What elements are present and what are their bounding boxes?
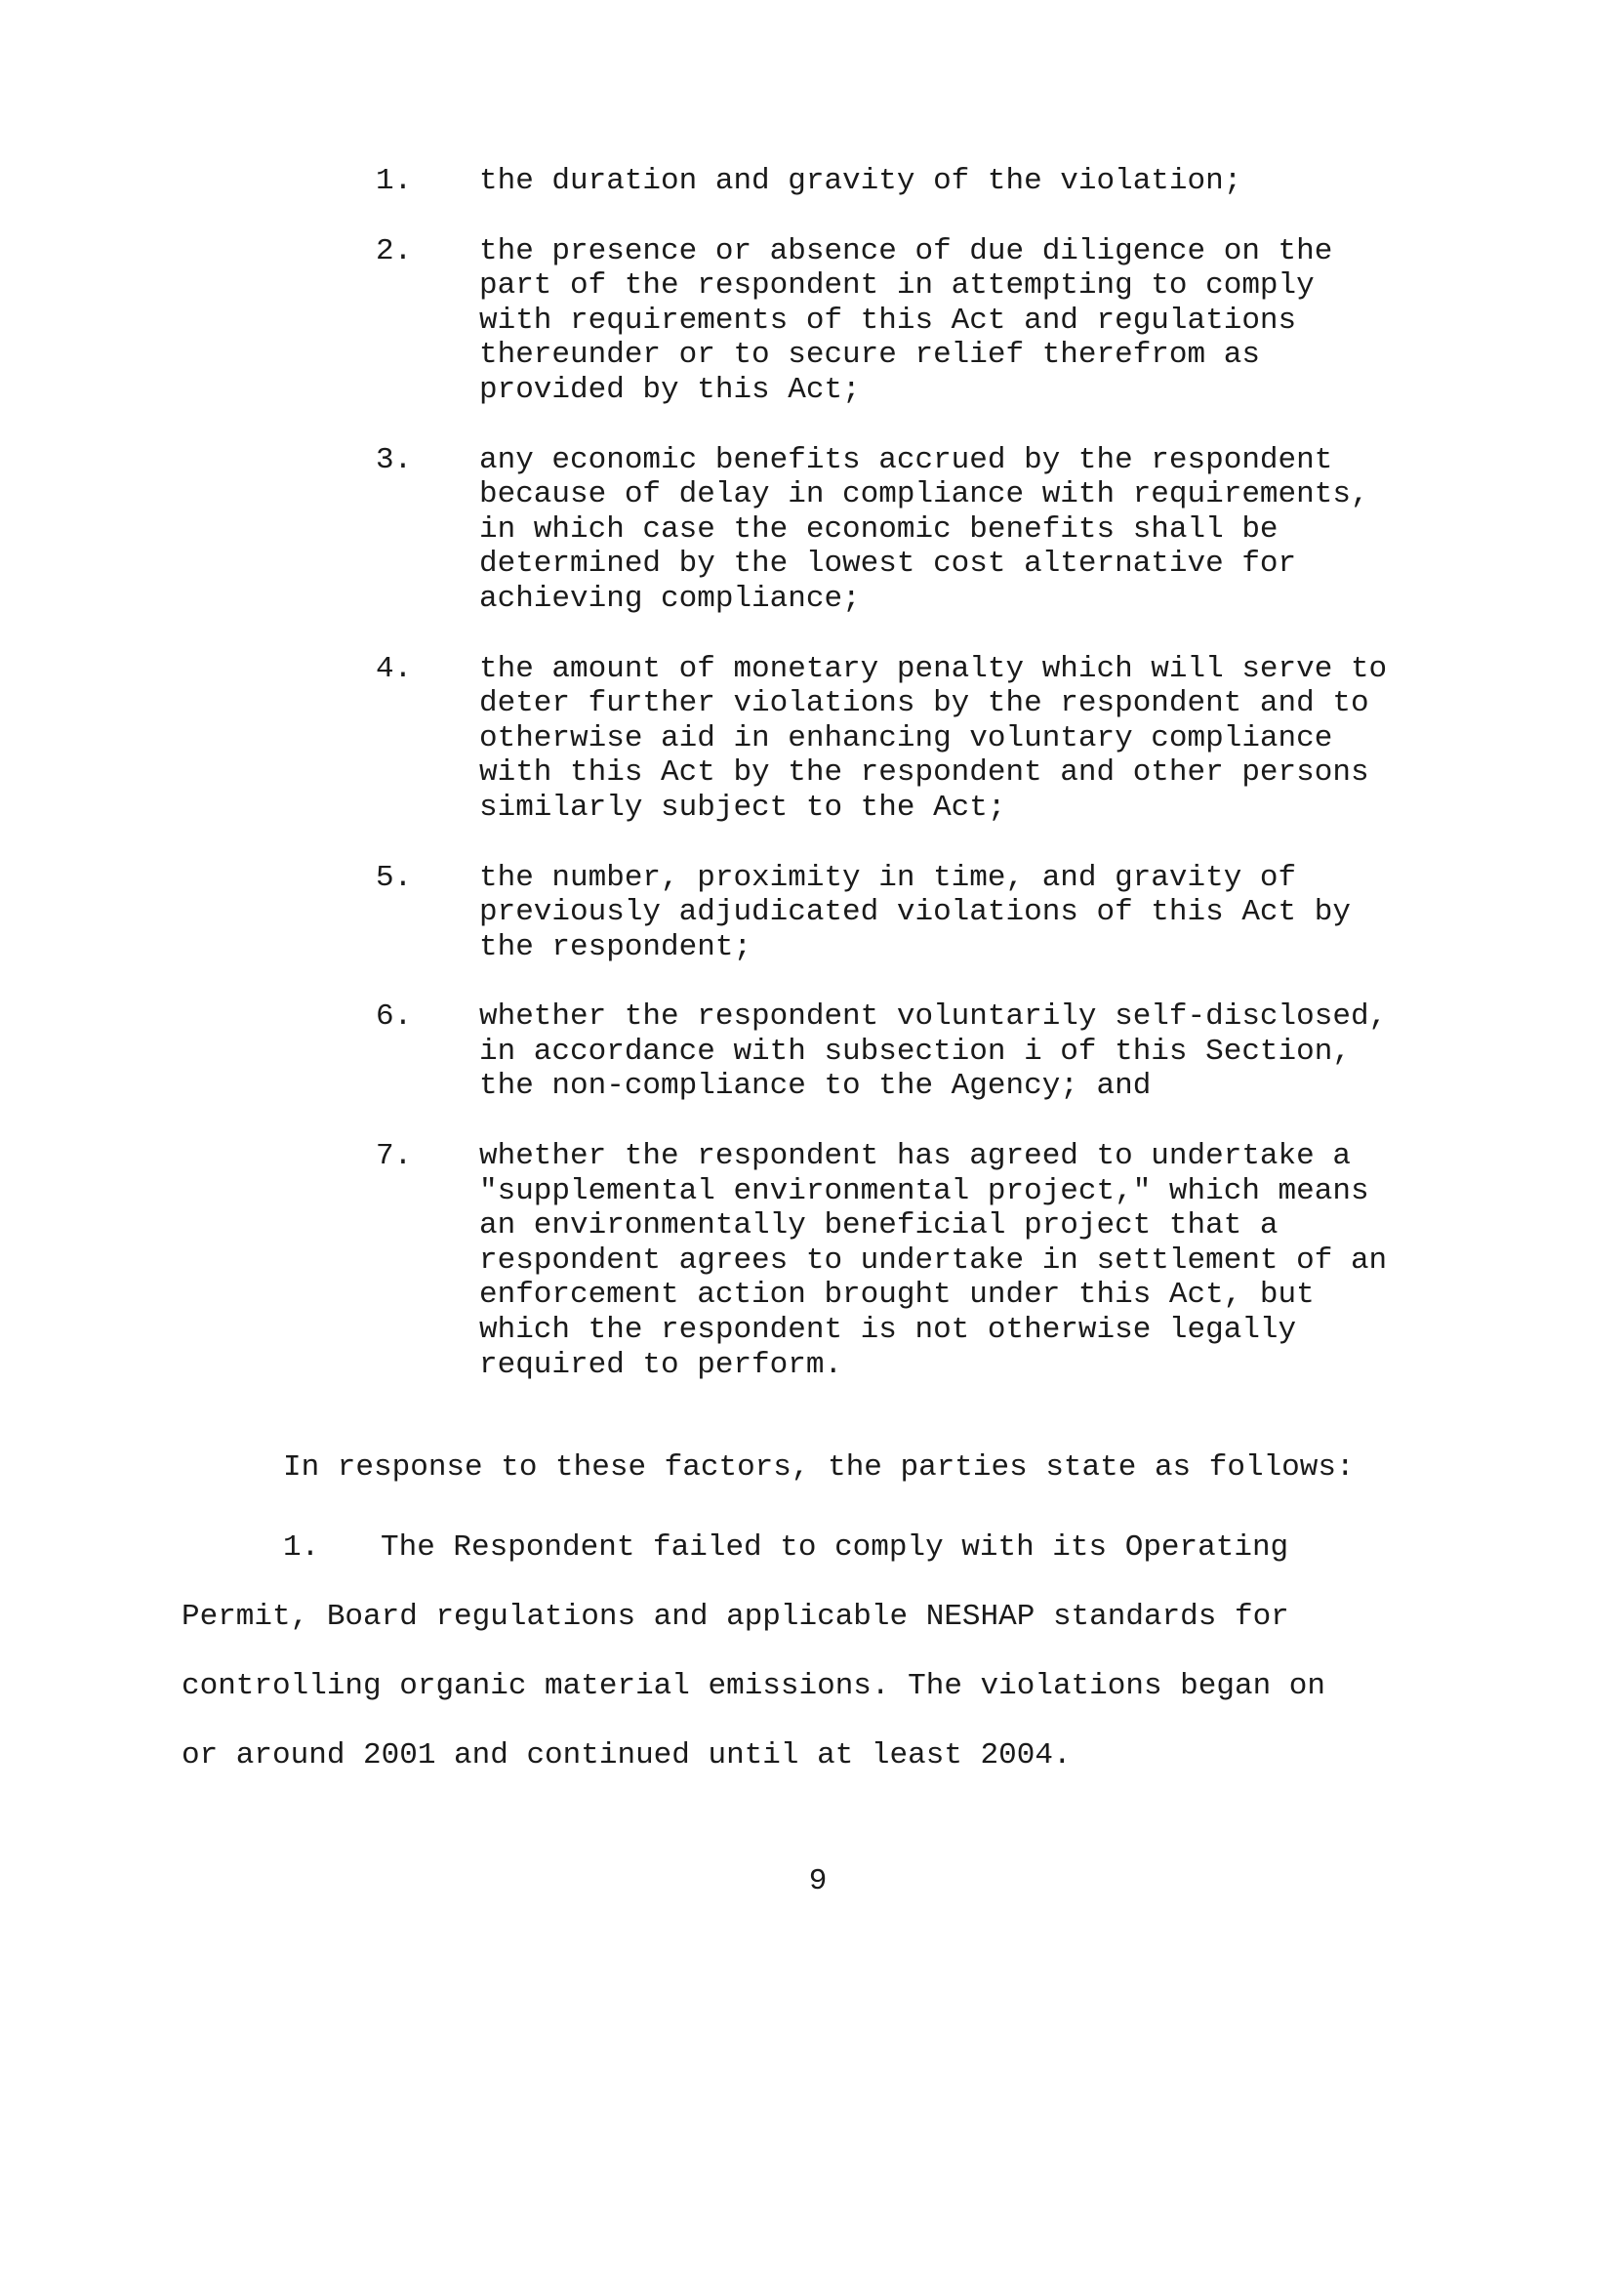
factor-number: 2. <box>376 233 413 268</box>
factor-text: the duration and gravity of the violation; <box>479 164 1242 198</box>
response-paragraph <box>182 1513 1470 1790</box>
factor-number: 4. <box>376 651 413 686</box>
response-line-text: The Respondent failed to comply with its Operating <box>381 1530 1289 1565</box>
response-number: 1. <box>283 1530 320 1565</box>
factor-text: the number, proximity in time, and gravity of previously adjudicated violations of this Act by the respondent; <box>479 860 1351 964</box>
factor-number: 6. <box>376 999 413 1035</box>
factor-text: whether the respondent has agreed to undertake a "supplemental environmental project," which means an environmentally beneficial project that a respondent agrees to undertake in settlement of an enforcement action brought under this Act, but which the respondent is not otherwise legally required to perform. <box>479 1139 1388 1382</box>
factor-item <box>376 164 1488 199</box>
factor-text: the amount of monetary penalty which will serve to deter further violations by the respondent and to otherwise aid in enhancing voluntary compliance with this Act by the respondent and other persons similarly subject to the Act; <box>479 651 1388 825</box>
factor-text: the presence or absence of due diligence on the part of the respondent in attempting to comply with requirements of this Act and regulations thereunder or to secure relief therefrom as provided by this Act; <box>479 233 1333 407</box>
response-line: controlling organic material emissions. The violations began on <box>182 1669 1325 1703</box>
response-line: Permit, Board regulations and applicable NESHAP standards for <box>182 1600 1289 1634</box>
factor-text: whether the respondent voluntarily self-disclosed, in accordance with subsection i of this Section, the non-compliance to the Agency; and <box>479 999 1388 1104</box>
factor-number: 3. <box>376 442 413 477</box>
factor-item <box>376 443 1488 617</box>
factor-item <box>376 652 1488 826</box>
response-intro: In response to these factors, the parties state as follows: <box>283 1450 1355 1485</box>
page-number: 9 <box>808 1864 828 1898</box>
factor-item <box>376 999 1488 1104</box>
factor-text: any economic benefits accrued by the respondent because of delay in compliance with requirements, in which case the economic benefits shall be determined by the lowest cost alternative for achieving compliance; <box>479 442 1369 616</box>
penalty-factors-list <box>376 164 1488 1417</box>
factor-number: 7. <box>376 1139 413 1174</box>
factor-number: 5. <box>376 860 413 895</box>
response-line: or around 2001 and continued until at least 2004. <box>182 1738 1072 1773</box>
factor-item <box>376 234 1488 408</box>
factor-item <box>376 1139 1488 1382</box>
response-line <box>182 1513 1470 1582</box>
factor-item <box>376 861 1488 965</box>
factor-number: 1. <box>376 164 413 198</box>
